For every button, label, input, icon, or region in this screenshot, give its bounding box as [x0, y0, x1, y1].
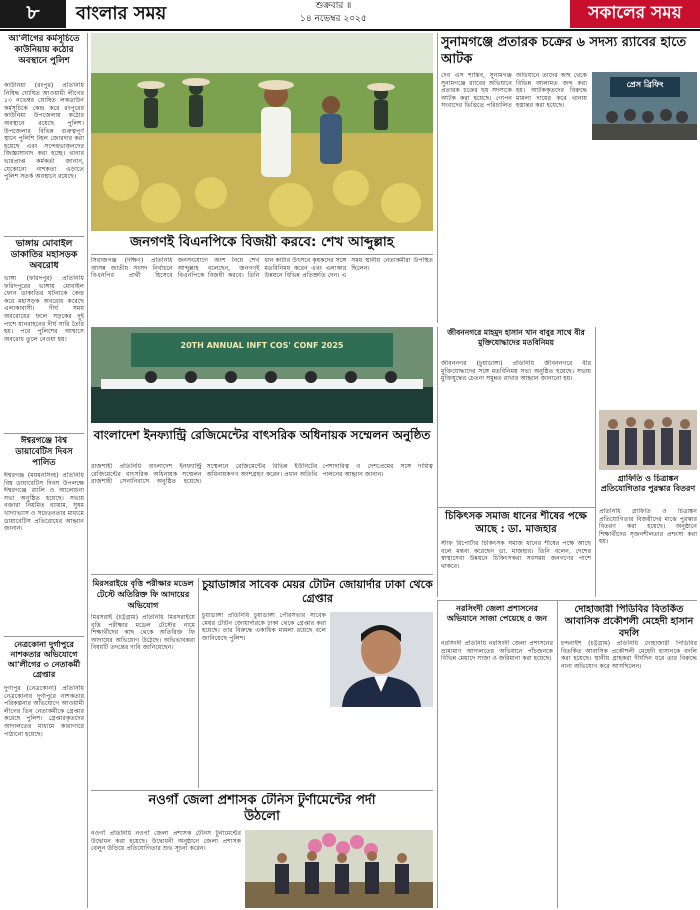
dateline — [300, 0, 367, 26]
chuadanga-portrait — [330, 612, 433, 707]
naogaon-tennis-photo — [245, 830, 433, 908]
column-divider — [595, 327, 596, 597]
chuadanga-body: চুয়াডাঙ্গা প্রতিনিধি চুয়াডাঙ্গা পৌরসভার সাবেক মেয়র টোটন জোয়ার্দারকে ঢাকা থেকে গ্রেপ্তার করা হয়েছে। তার বিরুদ্ধে একাধিক মামলা রয়েছে বলে জানিয়েছে পুলিশ। — [202, 612, 326, 642]
sunamganj-body-cont — [592, 143, 697, 320]
memorial-body: জীবননগর (চুয়াডাঙ্গা) প্রতিনিধি জীবননগরে বীর মুক্তিযোদ্ধাদের সঙ্গে মতবিনিময় সভা অনুষ্ঠিত হয়েছে। সভায় মুক্তিযুদ্ধের চেতনা সমুন্নত রাখার আহ্বান জানানো হয়। — [441, 360, 591, 383]
divider — [4, 636, 84, 637]
sunamganj-headline: সুনামগঞ্জে প্রতারক চক্রের ৬ সদস্য র‍্যাবের হাতে আটক — [441, 35, 687, 67]
divider — [437, 507, 595, 508]
left-mid-headline: ভাঙ্গায় মোবাইল ডাকাতির মহাসড়ক অবরোধ — [10, 239, 78, 271]
press-briefing-label: প্রেস ব্রিফিং — [626, 80, 664, 89]
left-top-body: কাউনিয়া (রংপুর) প্রতিনিধি নিষিদ্ধ ঘোষিত আওয়ামী লীগের ১৩ নভেম্বর ঘোষিত লকডাউন কর্মসূচিকে কেন্দ্র করে রংপুরের কাউনিয়া উপজেলায় কঠোর অবস্থানে রয়েছে পুলিশ। উপজেলার বিভিন্ন গুরুত্বপূর্ণ স্থানে পুলিশি টহল জোরদার করা হয়েছে এবং সন্দেহভাজনদের জিজ্ঞাসাবাদ করা হচ্ছে। থানার ভারপ্রাপ্ত কর্মকর্তা জানান, যেকোনো নাশকতা এড়াতে পুলিশ সতর্ক অবস্থানে রয়েছে। — [4, 82, 84, 181]
newspaper-logo: সকালের সময় — [570, 0, 700, 28]
doctor-headline: চিকিৎসক সমাজ ধানের শীষের পক্ষে আছে : ডা. মাজহার — [445, 511, 587, 535]
infantry-body: রাজশাহী প্রতিনিধি বাংলাদেশ ইনফ্যান্ট্রি রেজিমেন্টের বাৎসরিক অধিনায়ক সম্মেলন রাজশাহী সেনানিবাসে অনুষ্ঠিত হয়েছে। সম্মেলনে রেজিমেন্টের বিভিন্ন ইউনিটের অধিনায়কগণ অংশগ্রহণ করেন। প্রধান অতিথি পেশাদারিত্ব ও দেশপ্রেমের সঙ্গে দায়িত্ব পালনের আহ্বান জানান। — [91, 463, 433, 486]
left-mid-body: ভাঙ্গা (ফরিদপুর) প্রতিনিধি ফরিদপুরের ভাঙ্গায় মোবাইল ফোন ডাকাতির ঘটনাকে কেন্দ্র করে মহাসড়ক অবরোধ করেছে এলাকাবাসী। দীর্ঘ সময় অবরোধের ফলে সড়কের দুই পাশে যানবাহনের দীর্ঘ সারি তৈরি হয়। পরে পুলিশের আশ্বাসে অবরোধ তুলে নেওয়া হয়। — [4, 275, 84, 343]
divider — [437, 600, 697, 601]
mirsarai-headline: মিরসরাইয়ে বৃত্তি পরীক্ষার মডেল টেস্টে অতিরিক্ত ফি আদায়ের অভিযোগ — [92, 579, 194, 610]
graffiti-body: প্রতিনিধি গ্রাফিতি ও চিত্রাঙ্কন প্রতিযোগিতার বিজয়ীদের মাঝে পুরস্কার বিতরণ করা হয়েছে। অনুষ্ঠানে শিক্ষার্থীদের সৃজনশীলতার প্রশংসা করা হয়। — [599, 508, 697, 546]
divider — [91, 254, 433, 255]
dohazari-headline: দোহাজারী পিডিবির বিতর্কিত আবাসিক প্রকৌশলী মেহেদী হাসান বদলি — [564, 604, 694, 639]
chuadanga-headline: চুয়াডাঙ্গার সাবেক মেয়র টোটন জোয়ার্দার ঢাকা থেকে গ্রেপ্তার — [202, 578, 433, 605]
narsingdi-headline: নরসিংদী জেলা প্রশাসনের অভিযানে সাজা পেয়েছে ৫ জন — [446, 604, 548, 623]
divider — [91, 574, 433, 575]
rice-field-illustration — [91, 33, 433, 231]
mirsarai-body: মিরসরাই (চট্টগ্রাম) প্রতিনিধি মিরসরাইয়ে বৃত্তি পরীক্ষার মডেল টেস্টের নামে শিক্ষার্থীদের কাছ থেকে অতিরিক্ত ফি আদায়ের অভিযোগ উঠেছে। অভিভাবকরা বিষয়টি তদন্তের দাবি জানিয়েছেন। — [91, 614, 195, 652]
issue-date: ১৪ নভেম্বর ২০২৫ — [300, 14, 367, 24]
conference-banner-text: 20TH ANNUAL INFT COS' CONF 2025 — [180, 341, 344, 350]
column-divider — [557, 600, 558, 908]
masthead-rule — [0, 29, 700, 31]
divider — [91, 790, 433, 791]
issue-day: শুক্রবার ॥ — [315, 1, 352, 11]
lead-headline: জনগণই বিএনপিকে বিজয়ী করবে: শেখ আব্দুল্লাহ — [130, 234, 394, 250]
column-divider — [437, 600, 438, 908]
column-divider — [437, 327, 438, 597]
narsingdi-body: নরসিংদী প্রতিনিধি নরসিংদী জেলা প্রশাসনের ভ্রাম্যমাণ আদালতের অভিযানে পাঁচজনকে বিভিন্ন মেয়াদে সাজা ও জরিমানা করা হয়েছে। — [441, 640, 553, 663]
right-column-body — [599, 328, 697, 408]
divider — [4, 236, 84, 237]
left-bottom-body: দুর্গাপুর (নেত্রকোনা) প্রতিনিধি নেত্রকোনার দুর্গাপুরে নাশকতার পরিকল্পনার অভিযোগে আওয়ামী লীগের তিন নেতাকর্মীকে গ্রেপ্তার করেছে পুলিশ। গ্রেপ্তারকৃতদের আদালতের মাধ্যমে কারাগারে পাঠানো হয়েছে। — [4, 685, 84, 738]
sunamganj-press-photo — [592, 72, 697, 140]
portrait-illustration — [330, 612, 433, 707]
memorial-headline: জীবননগরে মাহমুদ হাসান খান বাবুর সাথে বীর মুক্তিযোদ্ধাদের মতবিনিময় — [447, 328, 585, 347]
graffiti-award-photo — [599, 410, 697, 470]
doctor-body: স্টাফ রিপোর্টার চিকিৎসক সমাজ ধানের শীষের পক্ষে আছে বলে মন্তব্য করেছেন ডা. মাজহার। তিনি বলেন, দেশের স্বাস্থ্যসেবা উন্নয়নে চিকিৎসকরা সবসময় জনগণের পাশে থাকবে। — [441, 540, 591, 570]
column-divider — [198, 578, 199, 788]
left-bottom-headline: নেত্রকোনা দুর্গাপুরে নাশকতার অভিযোগে আ'লীগের ৩ নেতাকর্মী গ্রেপ্তার — [7, 640, 81, 679]
award-ceremony-illustration — [599, 410, 697, 470]
infantry-conference-photo — [91, 327, 433, 423]
left-lower-headline: ঈশ্বরগঞ্জে বিশ্ব ডায়াবেটিস দিবস পালিত — [15, 436, 73, 468]
section-name: বাংলার সময় — [76, 2, 167, 24]
infantry-headline: বাংলাদেশ ইনফ্যান্ট্রি রেজিমেন্টের বাৎসরিক অধিনায়ক সম্মেলন অনুষ্ঠিত — [93, 428, 431, 442]
left-lower-body: ঈশ্বরগঞ্জ (ময়মনসিংহ) প্রতিনিধি বিশ্ব ডায়াবেটিস দিবস উপলক্ষে ঈশ্বরগঞ্জে র‍্যালি ও আলোচনা সভা অনুষ্ঠিত হয়েছে। সভায় বক্তারা নিয়মিত ব্যায়াম, সুষম খাদ্যাভ্যাস ও সচেতনতার মাধ্যমে ডায়াবেটিস প্রতিরোধের আহ্বান জানান। — [4, 472, 84, 533]
divider — [4, 433, 84, 434]
column-divider — [437, 33, 438, 323]
left-top-headline: আ'লীগের কর্মসূচিতে কাউনিয়ায় কঠোর অবস্থানে পুলিশ — [8, 34, 80, 66]
graffiti-headline: গ্রাফিতি ও চিত্রাঙ্কন প্রতিযোগিতার পুরস্কার বিতরণ — [600, 474, 696, 493]
page-number: ৮ — [0, 0, 66, 28]
naogaon-headline: নওগাঁ জেলা প্রশাসক টেনিস টুর্ণামেন্টের পর্দা উঠলো — [148, 793, 376, 824]
lead-body: সিরাজগঞ্জ (দক্ষিণ) প্রতিনিধি আসন্ন জাতীয় সংসদ নির্বাচনে বিএনপির প্রার্থী হিসেবে জনসংযোগে অংশ নিয়ে শেখ আব্দুল্লাহ বলেছেন, জনগণই বিএনপিকে বিজয়ী করবে। তিনি ধান কাটার উৎসবে কৃষকদের সঙ্গে মতবিনিময় করেন এবং এলাকার উন্নয়নে বিভিন্ন প্রতিশ্রুতি দেন। এ সময় স্থানীয় নেতাকর্মীরা উপস্থিত ছিলেন। — [91, 257, 433, 280]
naogaon-body: নওগাঁ প্রতিনিধি নওগাঁ জেলা প্রশাসক টেনিস টুর্নামেন্টের উদ্বোধন করা হয়েছে। উদ্বোধনী অনুষ্ঠানে জেলা প্রশাসক বেলুন উড়িয়ে প্রতিযোগিতার শুভ সূচনা করেন। — [91, 830, 241, 853]
lead-photo-rice-harvest — [91, 33, 433, 231]
dohazari-body: চন্দনাইশ (চট্টগ্রাম) প্রতিনিধি দোহাজারী পিডিবির বিতর্কিত আবাসিক প্রকৌশলী মেহেদী হাসানকে বদলি করা হয়েছে। স্থানীয় গ্রাহকরা দীর্ঘদিন ধরে তার বিরুদ্ধে নানা অভিযোগ করে আসছিলেন। — [561, 640, 697, 670]
sunamganj-body: দেব এস শান্তিব, সুনামগঞ্জ সুনামগঞ্জে র‍্যাবের অভিযানে প্রতারক চক্রের ছয় সদস্যকে আটক করা হয়েছে। গোপন সংবাদের ভিত্তিতে পরিচালিত অভিযানে তাদের কাছ থেকে বিভিন্ন আলামত জব্দ করা হয়। আটককৃতদের বিরুদ্ধে মামলা দায়ের করে থানায় হস্তান্তর করা হয়েছে। — [441, 72, 587, 110]
column-divider — [87, 33, 88, 908]
balloon-ceremony-illustration — [245, 830, 433, 908]
